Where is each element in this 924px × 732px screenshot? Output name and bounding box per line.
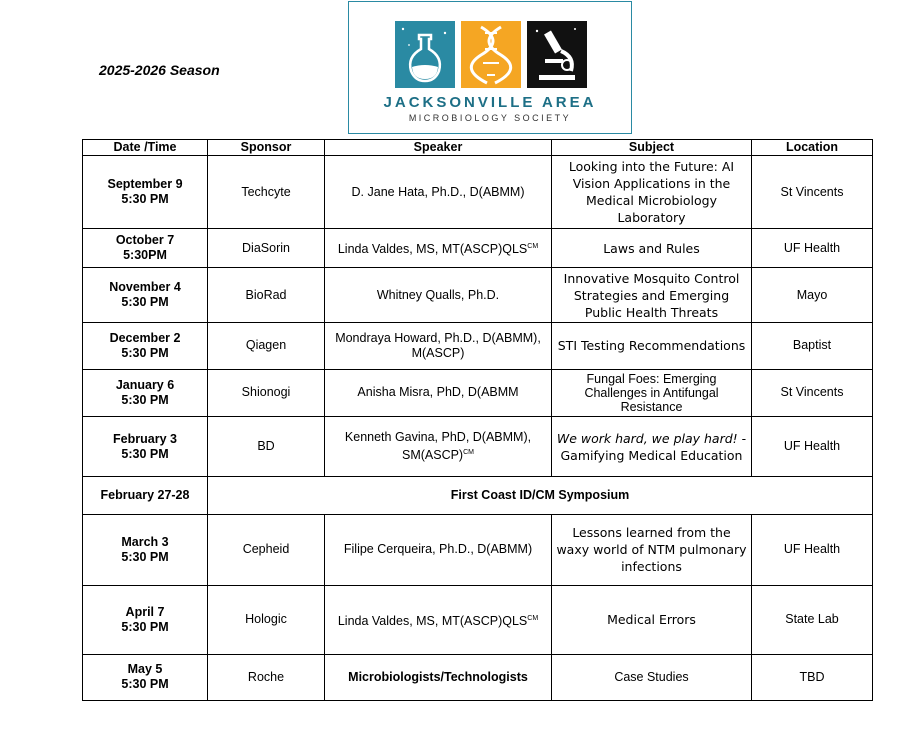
speaker-cell: Whitney Qualls, Ph.D. [325,268,552,322]
table-header-row [83,140,873,156]
logo-title: JACKSONVILLE AREA [383,94,597,111]
date-cell: March 3 5:30 PM [83,515,208,585]
speaker-cell: Anisha Misra, PhD, D(ABMM [325,369,552,416]
date-cell: December 2 5:30 PM [83,322,208,369]
header-date: Date /Time [83,140,208,156]
subject-cell: Lessons learned from the waxy world of NTM pulmonary infections [552,515,752,585]
dna-icon [461,21,521,88]
table-row-event [83,477,873,515]
header-speaker: Speaker [325,140,552,156]
speaker-cell: Filipe Cerqueira, Ph.D., D(ABMM) [325,515,552,585]
season-title: 2025-2026 Season [99,62,220,78]
society-logo [348,1,632,134]
sponsor-cell: Cepheid [208,515,325,585]
location-cell: Mayo [752,268,873,322]
date-cell: September 9 5:30 PM [83,156,208,229]
table-row [83,515,873,585]
table-row [83,322,873,369]
date-cell: February 3 5:30 PM [83,416,208,476]
speaker-cell: Linda Valdes, MS, $MT(ASCP)QLS^{CM}$ [325,585,552,654]
table-row [83,268,873,322]
speaker-cell: Mondraya Howard, Ph.D., D(ABMM), M(ASCP) [325,322,552,369]
sponsor-cell: BD [208,416,325,476]
date-cell: May 5 5:30 PM [83,654,208,700]
speaker-cell: Kenneth Gavina, PhD, D(ABMM), SM(ASCP)$^{CM}$ [325,416,552,476]
subject-cell: Case Studies [552,654,752,700]
table-row [83,369,873,416]
location-cell: St Vincents [752,369,873,416]
subject-cell: We work hard, we play hard! - Gamifying Medical Education [552,416,752,476]
flask-icon [395,21,455,88]
speaker-cell: Microbiologists/Technologists [325,654,552,700]
date-cell: November 4 5:30 PM [83,268,208,322]
sponsor-cell: Hologic [208,585,325,654]
header-subject: Subject [552,140,752,156]
sponsor-cell: DiaSorin [208,229,325,268]
location-cell: UF Health [752,515,873,585]
date-cell: February 27-28 [83,477,208,515]
subject-cell: STI Testing Recommendations [552,322,752,369]
sponsor-cell: Shionogi [208,369,325,416]
subject-cell: Looking into the Future: AI Vision Applications in the Medical Microbiology Laboratory [552,156,752,229]
location-cell: UF Health [752,229,873,268]
sponsor-cell: Techcyte [208,156,325,229]
event-cell: First Coast ID/CM Symposium [208,477,873,515]
location-cell: UF Health [752,416,873,476]
speaker-cell: Linda Valdes, MS, $MT(ASCP)QLS^{CM}$ [325,229,552,268]
subject-cell: Innovative Mosquito Control Strategies and Emerging Public Health Threats [552,268,752,322]
header-location: Location [752,140,873,156]
sponsor-cell: Roche [208,654,325,700]
speaker-cell: D. Jane Hata, Ph.D., D(ABMM) [325,156,552,229]
table-row [83,585,873,654]
location-cell: State Lab [752,585,873,654]
microscope-icon [527,21,587,88]
table-row [83,416,873,476]
header-sponsor: Sponsor [208,140,325,156]
schedule-table [82,139,873,701]
location-cell: Baptist [752,322,873,369]
sponsor-cell: BioRad [208,268,325,322]
subject-cell: Medical Errors [552,585,752,654]
location-cell: TBD [752,654,873,700]
table-row [83,156,873,229]
table-row [83,229,873,268]
date-cell: January 6 5:30 PM [83,369,208,416]
subject-cell: Fungal Foes: Emerging Challenges in Antifungal Resistance [552,369,752,416]
logo-subtitle: MICROBIOLOGY SOCIETY [408,113,572,123]
date-cell: April 7 5:30 PM [83,585,208,654]
sponsor-cell: Qiagen [208,322,325,369]
table-row [83,654,873,700]
subject-cell: Laws and Rules [552,229,752,268]
location-cell: St Vincents [752,156,873,229]
date-cell: October 7 5:30PM [83,229,208,268]
